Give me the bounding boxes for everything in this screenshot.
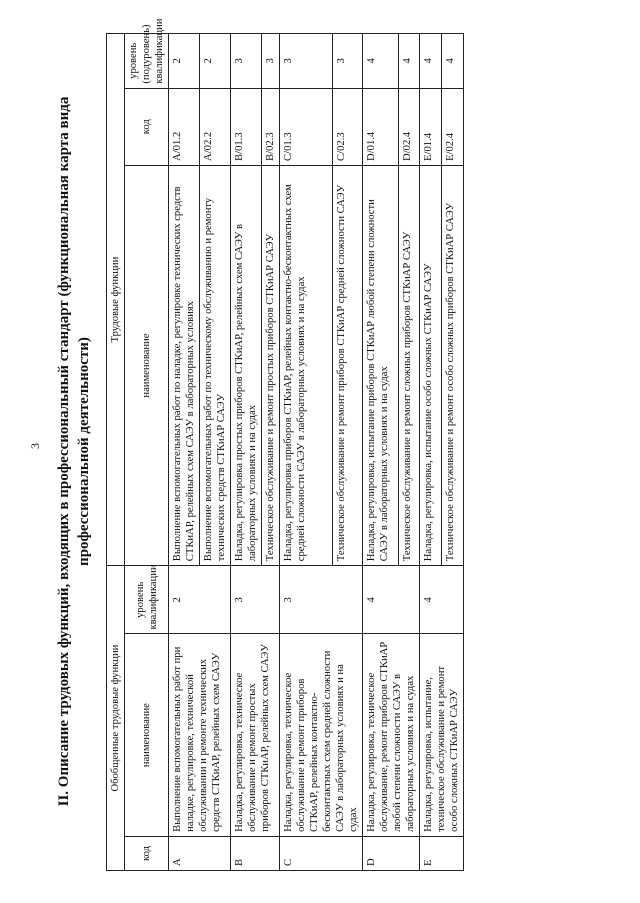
function-code: E/02.4 <box>442 88 464 165</box>
group-level: 3 <box>280 566 363 634</box>
group-level: 4 <box>420 566 464 634</box>
group-name: Наладка, регулировка, испытание, техническое обслуживание и ремонт особо сложных СТКиАР САЭУ <box>420 634 464 836</box>
table-row <box>280 34 333 871</box>
function-code: B/02.3 <box>262 88 280 165</box>
group-code: D <box>363 836 420 870</box>
section-title <box>54 40 94 863</box>
function-level: 4 <box>399 34 420 89</box>
group-level: 3 <box>231 566 280 634</box>
group-code: E <box>420 836 464 870</box>
header-generalized: Обобщенные трудовые функции <box>107 566 125 871</box>
header-labor: Трудовые функции <box>107 34 125 566</box>
header-row-group <box>107 34 125 871</box>
page-number: 3 <box>28 443 42 449</box>
function-name: Наладка, регулировка, испытание особо сложных СТКиАР САЭУ <box>420 165 442 565</box>
function-level: 2 <box>200 34 231 89</box>
function-level: 2 <box>169 34 200 89</box>
function-code: A/02.2 <box>200 88 231 165</box>
header-fn-name: наименование <box>125 165 169 565</box>
group-name: Наладка, регулировка, техническое обслуживание и ремонт приборов СТКиАР, релейных контактно-бесконтактных схем средней сложности САЭУ в лабораторных условиях и на судах <box>280 634 363 836</box>
function-code: C/01.3 <box>280 88 333 165</box>
function-code: D/01.4 <box>363 88 399 165</box>
group-level: 2 <box>169 566 231 634</box>
functions-table <box>106 18 464 871</box>
header-fn-code: код <box>125 88 169 165</box>
table-row <box>420 34 442 871</box>
function-name: Техническое обслуживание и ремонт приборов СТКиАР средней сложности САЭУ <box>332 165 363 565</box>
group-level: 4 <box>363 566 420 634</box>
group-name: Выполнение вспомогательных работ при наладке, регулировке, технической обслуживании и ремонте технических средств СТКиАР, релейных схем САЭУ <box>169 634 231 836</box>
function-code: A/01.2 <box>169 88 200 165</box>
table-row <box>363 34 399 871</box>
function-name: Наладка, регулировка простых приборов СТКиАР, релейных схем САЭУ в лабораторных условиях и на судах <box>231 165 262 565</box>
header-gen-level: уровень квалификации <box>125 566 169 634</box>
group-code: A <box>169 836 231 870</box>
function-level: 3 <box>332 34 363 89</box>
section-title-line-1: II. Описание трудовых функций, входящих в профессиональный стандарт (функциональная карта вида <box>56 96 72 807</box>
group-name: Наладка, регулировка, техническое обслуживание, ремонт приборов СТКиАР любой степени сложности САЭУ в лабораторных условиях и на судах <box>363 634 420 836</box>
function-level: 4 <box>363 34 399 89</box>
function-level: 3 <box>280 34 333 89</box>
header-gen-name: наименование <box>125 634 169 836</box>
function-level: 3 <box>262 34 280 89</box>
table-row <box>169 34 200 871</box>
function-name: Наладка, регулировка приборов СТКиАР, релейных контактно-бесконтактных схем средней сложности САЭУ в лабораторных условиях и на судах <box>280 165 333 565</box>
function-code: B/01.3 <box>231 88 262 165</box>
function-name: Техническое обслуживание и ремонт сложных приборов СТКиАР САЭУ <box>399 165 420 565</box>
function-name: Наладка, регулировка, испытание приборов СТКиАР любой степени сложности САЭУ в лабораторных условиях и на судах <box>363 165 399 565</box>
function-name: Выполнение вспомогательных работ по техническому обслуживанию и ремонту технических средств СТКиАР САЭУ <box>200 165 231 565</box>
group-code: C <box>280 836 363 870</box>
function-code: D/02.4 <box>399 88 420 165</box>
function-name: Техническое обслуживание и ремонт особо сложных приборов СТКиАР САЭУ <box>442 165 464 565</box>
table-row <box>231 34 262 871</box>
group-code: B <box>231 836 280 870</box>
function-level: 4 <box>442 34 464 89</box>
header-gen-code: код <box>125 836 169 870</box>
header-fn-level: уровень (подуровень) квалификации <box>125 34 169 89</box>
function-level: 3 <box>231 34 262 89</box>
function-code: C/02.3 <box>332 88 363 165</box>
header-row-columns <box>125 34 169 871</box>
function-code: E/01.4 <box>420 88 442 165</box>
group-name: Наладка, регулировка, техническое обслуживание и ремонт простых приборов СТКиАР, релейных схем САЭУ <box>231 634 280 836</box>
section-title-line-2: профессиональной деятельности) <box>76 337 92 566</box>
function-level: 4 <box>420 34 442 89</box>
function-name: Выполнение вспомогательных работ по наладке, регулировке технических средств СТКиАР, релейных схем САЭУ в лабораторных условиях <box>169 165 200 565</box>
function-name: Техническое обслуживание и ремонт простых приборов СТКиАР САЭУ <box>262 165 280 565</box>
